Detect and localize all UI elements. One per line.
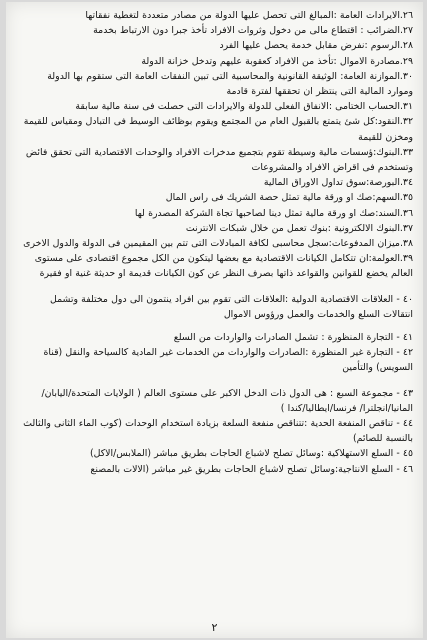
definition-public-revenue: ٢٦.الايرادات العامة :المبالغ التى تحصل عليها الدولة من مصادر متعددة لتغطية نفقاتها [85, 10, 413, 21]
document-page [6, 2, 423, 638]
section-spacer [20, 376, 413, 386]
section-spacer [20, 282, 413, 292]
definition-fees: ٢٨.الرسوم :نفرض مقابل خدمة يحصل عليها الفرد [219, 40, 413, 52]
definition-banks: ٣٣.البنوك:ؤسسات مالية وسيطة تقوم بتجميع مدخرات الافراد والوحدات الاقتصادية التى تحقق فائض وتستخدم فى اقراض الافراد والمشروعات [25, 146, 413, 174]
definition-bond: ٣٦.السند:صك او ورقة مالية تمثل دينا لصاحبها تجاة الشركة المصدرة لها [134, 207, 413, 219]
definition-diminishing-marginal-utility: ٤٤ - تناقص المنفعة الحدية :تتناقص منفعة السلعة بزيادة استخدام الوحدات (كوب الماء الثانى والثالث بالنسبة للصائم) [23, 418, 413, 445]
definition-producer-goods: ٤٦ - السلع الانتاجية:وسائل تصلح لاشباع الحاجات بطريق غير مباشر (الالات بالمصنع [90, 463, 413, 475]
definition-public-budget: ٣٠.الموازنة العامة: الوثيقة القانونية والمحاسبية التى تبين النفقات العامة التى ستقوم بها الدولة وموارد المالية التى ينتظر ان تحققها لفترة قادمة [47, 70, 413, 98]
definition-share: ٣٥.السهم:صك او ورقة مالية تمثل حصة الشريك فى راس المال [165, 192, 413, 204]
definitions-group-international-relations [20, 292, 413, 322]
definition-final-account: ٣١.الحساب الختامى :الانفاق الفعلى للدولة والايرادات التى حصلت فى سنة مالية سابقة [75, 101, 413, 113]
definitions-group-economics [20, 386, 413, 477]
definition-international-economic-relations: ٤٠ - العلاقات الاقتصادية الدولية :العلاقات التى تقوم بين افراد ينتمون الى دول مختلفة وتشمل انتقالات السلع والخدمات والعمل ورؤوس الاموال [49, 293, 413, 320]
section-spacer [20, 322, 413, 330]
definition-invisible-trade: ٤٢ - التجارة غير المنظورة :الصادرات والواردات من الخدمات غير المادية كالسياحة والنقل (قناة السويس) والتأمين [43, 347, 413, 374]
definition-balance-of-payments: ٣٨.ميزان المدفوعات:سجل محاسبى لكافة المبادلات التى تتم بين المقيمين فى الدولة والدول الاخرى [23, 238, 413, 250]
definition-visible-trade: ٤١ - التجارة المنظورة : تشمل الصادرات والواردات من السلع [173, 332, 413, 344]
definition-group-of-seven: ٤٣ - مجموعة السبع : هى الدول ذات الدخل الاكبر على مستوى العالم ( الولايات المتحدة/اليابان/المانيا/انجلترا/ فرنسا/ايطاليا/كندا ) [41, 387, 413, 414]
document-content [20, 8, 413, 477]
definitions-group-trade [20, 330, 413, 376]
definition-confiscation: ٢٩.مصادرة الاموال :تأخذ من الافراد كعقوبة عليهم وتدخل خزانة الدولة [141, 55, 413, 67]
page-number: ٢ [211, 621, 218, 634]
definition-consumer-goods: ٤٥ - السلع الاستهلاكية :وسائل تصلح لاشباع الحاجات بطريق مباشر (الملابس/الاكل) [89, 448, 413, 460]
definition-globalization: ٣٩.العولمة:ان تتكامل الكيانات الاقتصادية مع بعضها ليتكون من الكل مجموع اقتصادى على مستوى العالم يخضع للقوانين والقواعد ذاتها بصرف النظر عن كون الكيانات قديمة او حديثة غنية او فقيرة [34, 253, 413, 280]
definitions-group-public-finance [20, 8, 413, 282]
definition-taxes: ٢٧.الضرائب : اقتطاع مالى من دخول وثروات الافراد تأخذ جبرا دون الارتباط بخدمة [93, 25, 413, 37]
definition-electronic-banks: ٣٧.البنوك الالكترونية :بنوك تعمل من خلال شبكات الانترنت [185, 222, 413, 234]
definition-stock-exchange: ٣٤.البورصة:سوق تداول الاوراق المالية [263, 177, 413, 189]
definition-money: ٣٢.النقود:كل شئ يتمتع بالقبول العام من المجتمع ويقوم بوظائف الوسيط فى التبادل ومقياس للقيمة ومخزن للقيمة [23, 116, 413, 143]
